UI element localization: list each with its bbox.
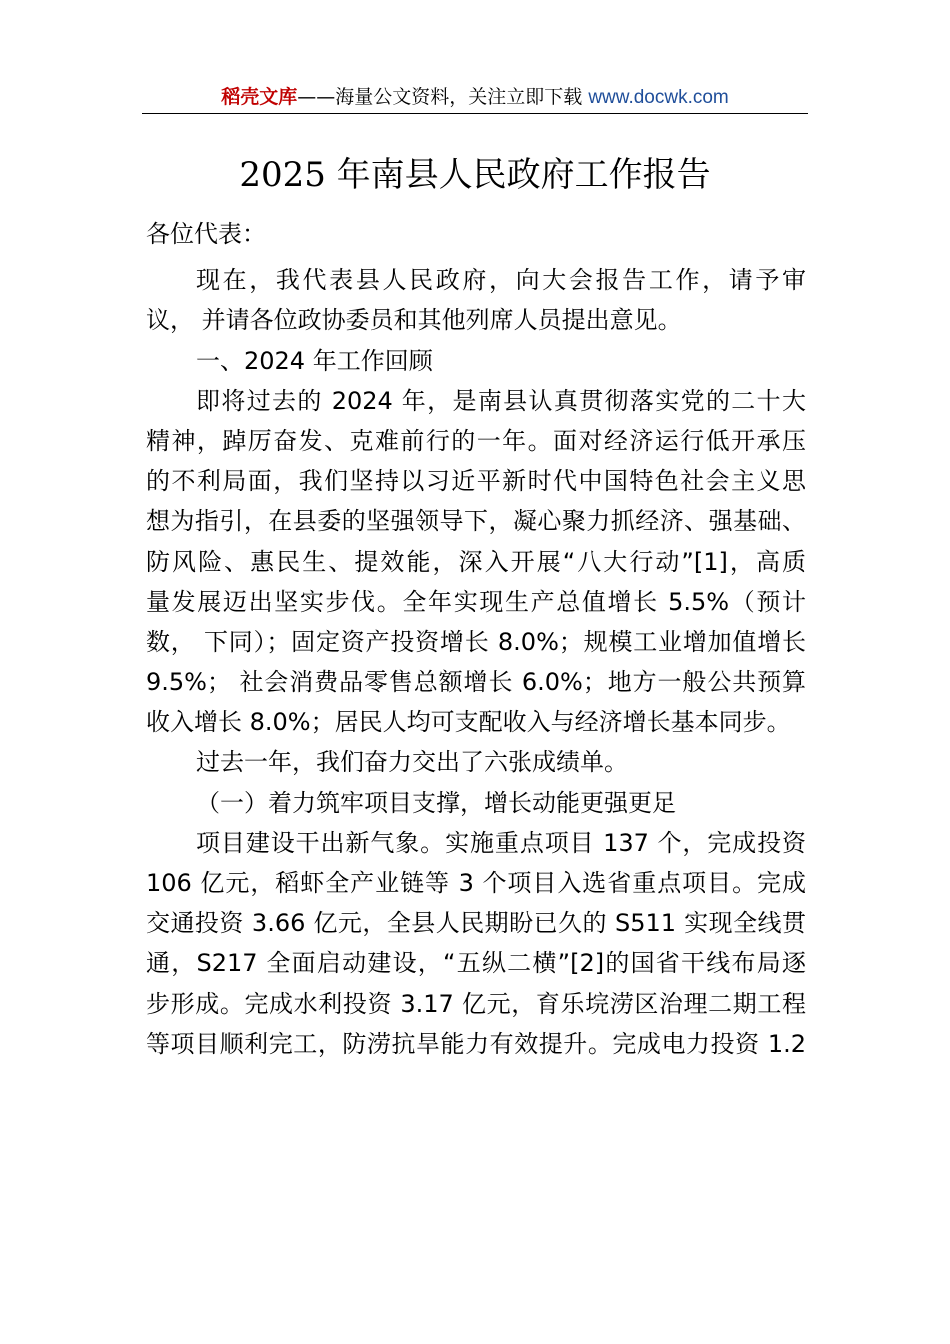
section-heading: 一、2024 年工作回顾 bbox=[196, 346, 433, 375]
document-body bbox=[146, 214, 806, 1064]
subsection-heading: （一）着力筑牢项目支撑，增长动能更强更足 bbox=[196, 788, 676, 817]
body-line: 收入增长 8.0%；居民人均可支配收入与经济增长基本同步。 bbox=[146, 708, 791, 737]
header-tagline: ——海量公文资料，关注立即下载 bbox=[297, 86, 583, 108]
body-line: 即将过去的 2024 年，是南县认真贯彻落实党的二十大 bbox=[196, 386, 806, 415]
document-title: 2025 年南县人民政府工作报告 bbox=[239, 155, 711, 195]
body-line: 量发展迈出坚实步伐。全年实现生产总值增长 5.5%（预计 bbox=[146, 587, 806, 616]
body-line: 想为指引，在县委的坚强领导下，凝心聚力抓经济、强基础、 bbox=[146, 507, 806, 536]
body-line: 步形成。完成水利投资 3.17 亿元，育乐垸涝区治理二期工程 bbox=[146, 989, 806, 1018]
body-line: 议， 并请各位政协委员和其他列席人员提出意见。 bbox=[146, 306, 682, 335]
body-line: 交通投资 3.66 亿元，全县人民期盼已久的 S511 实现全线贯 bbox=[146, 909, 806, 938]
body-line: 过去一年，我们奋力交出了六张成绩单。 bbox=[196, 748, 628, 777]
body-line: 项目建设干出新气象。实施重点项目 137 个，完成投资 bbox=[196, 828, 806, 857]
body-line: 的不利局面，我们坚持以习近平新时代中国特色社会主义思 bbox=[146, 467, 806, 496]
brand-name: 稻壳文库 bbox=[221, 86, 298, 108]
header-divider bbox=[142, 113, 808, 114]
body-line: 通，S217 全面启动建设，“五纵二横”[2]的国省干线布局逐 bbox=[146, 949, 806, 978]
site-link[interactable]: www.docwk.com bbox=[588, 87, 729, 108]
body-line: 数， 下同）；固定资产投资增长 8.0%；规模工业增加值增长 bbox=[146, 627, 806, 656]
body-line: 精神，踔厉奋发、克难前行的一年。面对经济运行低开承压 bbox=[146, 426, 806, 455]
salutation: 各位代表： bbox=[146, 220, 266, 248]
header-banner bbox=[142, 84, 808, 114]
body-line: 防风险、惠民生、提效能，深入开展“八大行动”[1]，高质 bbox=[146, 547, 806, 576]
body-line: 等项目顺利完工，防涝抗旱能力有效提升。完成电力投资 1.2 bbox=[146, 1029, 806, 1058]
body-line: 106 亿元，稻虾全产业链等 3 个项目入选省重点项目。完成 bbox=[146, 869, 806, 897]
body-line: 现在，我代表县人民政府，向大会报告工作，请予审 bbox=[196, 266, 806, 295]
body-line: 9.5%； 社会消费品零售总额增长 6.0%；地方一般公共预算 bbox=[146, 668, 806, 697]
